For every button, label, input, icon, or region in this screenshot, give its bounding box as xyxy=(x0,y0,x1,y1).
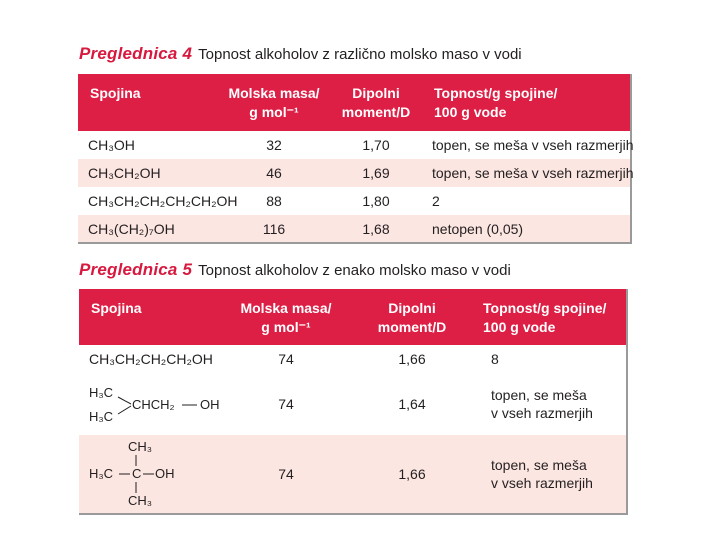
solubility-cell: 8 xyxy=(471,345,627,373)
table-row xyxy=(78,131,631,159)
table5-header-row xyxy=(79,289,627,345)
table5-caption xyxy=(79,260,511,280)
table-row xyxy=(78,159,631,187)
compound-cell: CH₃(CH₂)₇OH xyxy=(78,215,218,243)
structure-label-top: CH₃ xyxy=(128,439,153,454)
table-row xyxy=(79,345,627,373)
dipole-cell: 1,66 xyxy=(353,435,471,514)
dipole-cell: 1,68 xyxy=(330,215,422,243)
header-solubility: Topnost/g spojine/ 100 g vode xyxy=(471,289,627,345)
table4-header-row xyxy=(78,74,631,131)
table5-title: Topnost alkoholov z enako molsko maso v vodi xyxy=(198,262,511,279)
molar-mass-cell: 74 xyxy=(219,435,353,514)
table-row xyxy=(79,435,627,514)
molar-mass-cell: 88 xyxy=(218,187,330,215)
dipole-cell: 1,66 xyxy=(353,345,471,373)
structure-label-center: CHCH₂ xyxy=(132,397,175,412)
solubility-cell: netopen (0,05) xyxy=(422,215,631,243)
header-compound: Spojina xyxy=(78,74,218,131)
table-row xyxy=(78,187,631,215)
structure-label-center: C xyxy=(132,466,142,481)
compound-cell xyxy=(79,435,219,514)
structure-label-right: OH xyxy=(200,397,220,412)
dipole-cell: 1,80 xyxy=(330,187,422,215)
structure-label-bottom: H₃C xyxy=(89,409,114,424)
solubility-cell: topen, se meša v vseh razmerjih xyxy=(471,435,627,514)
dipole-cell: 1,64 xyxy=(353,373,471,435)
structure-bonds xyxy=(89,374,209,434)
tert-butanol-structure xyxy=(89,437,215,511)
solubility-cell: topen, se meša v vseh razmerjih xyxy=(422,159,631,187)
solubility-cell: topen, se meša v vseh razmerjih xyxy=(471,373,627,435)
header-solubility: Topnost/g spojine/ 100 g vode xyxy=(422,74,631,131)
table-4 xyxy=(78,74,632,244)
header-molar-mass: Molska masa/ g mol⁻¹ xyxy=(219,289,353,345)
table-row xyxy=(79,373,627,435)
header-molar-mass: Molska masa/ g mol⁻¹ xyxy=(218,74,330,131)
structure-label-bottom: CH₃ xyxy=(128,493,153,508)
solubility-cell: 2 xyxy=(422,187,631,215)
solubility-cell: topen, se meša v vseh razmerjih xyxy=(422,131,631,159)
molar-mass-cell: 74 xyxy=(219,373,353,435)
table4-title: Topnost alkoholov z različno molsko maso v vodi xyxy=(198,46,522,63)
compound-cell: CH₃OH xyxy=(78,131,218,159)
table-5 xyxy=(79,289,628,515)
compound-cell: CH₃CH₂CH₂CH₂CH₂OH xyxy=(78,187,218,215)
table5-label: Preglednica 5 xyxy=(79,260,193,279)
dipole-cell: 1,70 xyxy=(330,131,422,159)
structure-label-left: H₃C xyxy=(89,466,114,481)
molar-mass-cell: 46 xyxy=(218,159,330,187)
header-compound: Spojina xyxy=(79,289,219,345)
compound-cell: CH₃CH₂OH xyxy=(78,159,218,187)
structure-label-top: H₃C xyxy=(89,385,114,400)
structure-label-right: OH xyxy=(155,466,175,481)
header-dipole: Dipolni moment/D xyxy=(330,74,422,131)
dipole-cell: 1,69 xyxy=(330,159,422,187)
molar-mass-cell: 116 xyxy=(218,215,330,243)
table4-label: Preglednica 4 xyxy=(79,44,193,63)
structure-bonds xyxy=(89,437,189,511)
table-row xyxy=(78,215,631,243)
molar-mass-cell: 74 xyxy=(219,345,353,373)
header-dipole: Dipolni moment/D xyxy=(353,289,471,345)
compound-cell xyxy=(79,373,219,435)
isobutanol-structure xyxy=(89,374,220,434)
molar-mass-cell: 32 xyxy=(218,131,330,159)
table4-caption xyxy=(79,44,522,64)
compound-cell: CH₃CH₂CH₂CH₂OH xyxy=(79,345,219,373)
